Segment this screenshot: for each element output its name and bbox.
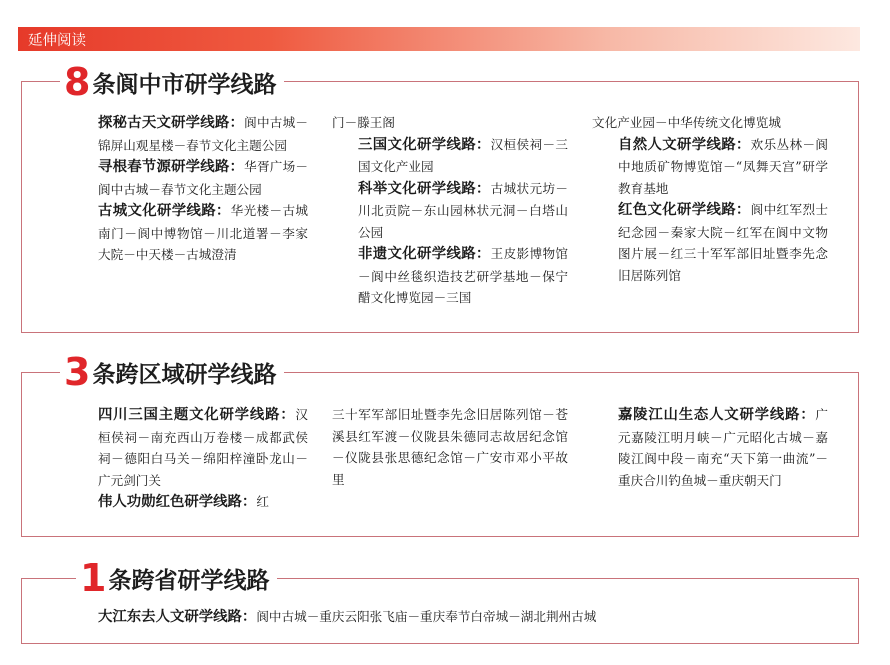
route-text: 广元嘉陵江明月峡－广元昭化古城－嘉陵江阆中段－南充“天下第一曲流”－重庆合川钓鱼城－重庆朝天门 — [618, 407, 828, 488]
section2-column-1 — [72, 404, 308, 514]
route-text: 欢乐丛林－阆中地质矿物博览馆－“凤舞天宫”研学教育基地 — [618, 136, 828, 196]
section1-column-3 — [592, 112, 828, 286]
route-item — [592, 404, 828, 491]
route-title: 古城文化研学线路： — [98, 203, 231, 219]
route-text: 阆中古城－锦屏山观星楼－春节文化主题公园 — [98, 115, 308, 153]
route-title: 嘉陵江山生态人文研学线路： — [618, 407, 816, 423]
cross-province-route — [98, 606, 596, 628]
route-title: 大江东去人文研学线路： — [98, 609, 257, 625]
route-title: 非遗文化研学线路： — [358, 246, 491, 262]
route-item — [72, 112, 308, 156]
banner-label: 延伸阅读 — [28, 33, 86, 49]
route-title: 四川三国主题文化研学线路： — [98, 407, 296, 423]
section1-column-1 — [72, 112, 308, 266]
extended-reading-banner — [18, 27, 860, 51]
section-cross-region-heading — [60, 350, 284, 394]
route-text: 红 — [256, 494, 269, 509]
route-title: 伟人功勋红色研学线路： — [98, 494, 257, 510]
section2-column-3 — [592, 404, 828, 491]
section-title: 条跨省研学线路 — [108, 568, 270, 594]
route-item — [72, 200, 308, 266]
route-text: 华光楼－古城南门－阆中博物馆－川北道署－李家大院－中天楼－古城澄清 — [98, 203, 308, 262]
route-title: 红色文化研学线路： — [618, 202, 751, 218]
section-title: 条阆中市研学线路 — [92, 72, 277, 98]
route-text: 汉桓侯祠－南充西山万卷楼－成都武侯祠－德阳白马关－绵阳梓潼卧龙山－广元剑门关 — [98, 407, 308, 488]
route-item — [72, 491, 308, 514]
section-title: 条跨区域研学线路 — [92, 362, 277, 388]
route-text: 华胥广场－阆中古城－春节文化主题公园 — [98, 159, 308, 197]
section-langzhong-heading — [60, 60, 284, 104]
route-continuation: 门－滕王阁 — [332, 115, 395, 130]
route-item — [72, 156, 308, 200]
route-title: 三国文化研学线路： — [358, 136, 491, 153]
section-cross-province-heading — [76, 556, 277, 600]
section-number: 8 — [64, 60, 91, 104]
route-item — [592, 134, 828, 200]
route-item — [72, 404, 308, 491]
section1-column-2 — [332, 112, 568, 309]
section-number: 1 — [80, 556, 107, 600]
route-item — [332, 178, 568, 244]
route-continuation: 文化产业园－中华传统文化博览城 — [592, 115, 781, 130]
route-title: 科举文化研学线路： — [358, 180, 491, 197]
route-text: 阆中红军烈士纪念园－秦家大院－红军在阆中文物图片展－红三十军军部旧址暨李先念旧居陈列馆 — [618, 202, 828, 283]
route-title: 探秘古天文研学线路： — [98, 115, 245, 131]
route-text: 汉桓侯祠－三国文化产业园 — [358, 136, 568, 174]
route-title: 寻根春节源研学线路： — [98, 159, 245, 175]
section-number: 3 — [64, 350, 91, 394]
section2-column-2 — [332, 404, 568, 490]
route-title: 自然人文研学线路： — [618, 136, 751, 153]
route-item — [592, 199, 828, 286]
route-text: 王皮影博物馆－阆中丝毯织造技艺研学基地－保宁醋文化博览园－三国 — [358, 246, 568, 305]
route-text: 古城状元坊－川北贡院－东山园林状元洞－白塔山公园 — [358, 180, 568, 240]
route-item — [332, 134, 568, 178]
route-continuation: 三十军军部旧址暨李先念旧居陈列馆－苍溪县红军渡－仪陇县朱德同志故居纪念馆－仪陇县张思德纪念馆－广安市邓小平故里 — [332, 407, 568, 487]
route-item — [332, 243, 568, 309]
route-text: 阆中古城－重庆云阳张飞庙－重庆奉节白帝城－湖北荆州古城 — [256, 609, 597, 624]
